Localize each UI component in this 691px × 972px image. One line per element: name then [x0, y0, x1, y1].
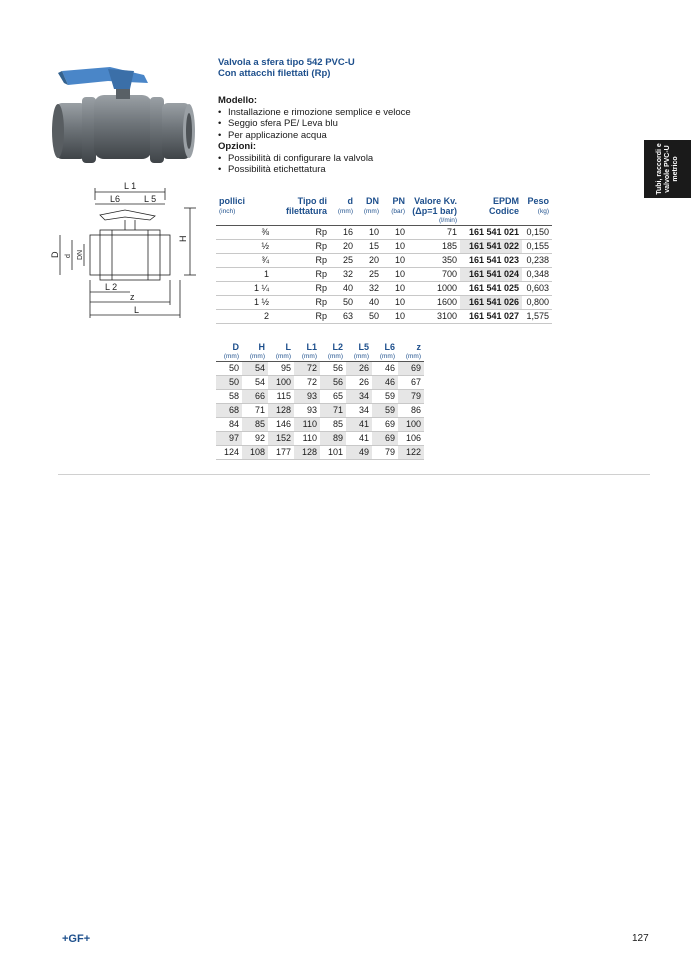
dimensions-table — [216, 342, 424, 460]
col-header-pollici: pollici — [219, 196, 246, 206]
table-cell-dn: 10 — [356, 226, 382, 240]
col-header-dn: DN — [366, 196, 379, 206]
table-cell-kv: 71 — [408, 226, 460, 240]
table-cell: 93 — [294, 390, 320, 404]
table-cell-dn: 20 — [356, 254, 382, 268]
side-tab-label — [656, 143, 680, 195]
table-cell-dn: 25 — [356, 268, 382, 282]
drawing-label-z: z — [130, 292, 135, 302]
section-opzioni — [218, 141, 518, 176]
table-cell-dn: 32 — [356, 282, 382, 296]
table-cell-pn: 10 — [382, 254, 408, 268]
drawing-label-l: L — [134, 305, 140, 315]
unit-peso: (kg) — [537, 208, 549, 215]
side-tab-line: metrico — [671, 156, 679, 182]
table-cell-d: 16 — [330, 226, 356, 240]
table-cell-tipo: Rp — [272, 296, 330, 310]
table-row — [216, 432, 424, 446]
col-header-codice: Codice — [488, 206, 519, 216]
title-line-1: Valvola a sfera tipo 542 PVC-U — [218, 57, 355, 68]
table-cell-d: 25 — [330, 254, 356, 268]
chapter-side-tab[interactable] — [644, 140, 691, 198]
table-cell-d: 20 — [330, 240, 356, 254]
table-cell: 71 — [242, 404, 268, 418]
unit-label: (mm) — [301, 353, 317, 360]
table-row — [216, 418, 424, 432]
table-row — [216, 362, 424, 376]
col-header-l6: L6 — [384, 342, 395, 352]
table-cell-peso: 1,575 — [522, 310, 552, 324]
table-cell: 110 — [294, 432, 320, 446]
table-cell: 115 — [268, 390, 294, 404]
table-row — [216, 268, 552, 282]
unit-label: (mm) — [327, 353, 343, 360]
col-header-epdm: EPDM — [492, 196, 519, 206]
side-tab-line: Tubi, raccordi e — [655, 143, 663, 195]
list-item: • Possibilità etichettatura — [218, 164, 518, 176]
table-cell-code: 161 541 026 — [460, 296, 522, 310]
table-cell: 86 — [398, 404, 424, 418]
table-cell: 85 — [320, 418, 346, 432]
table-cell-pn: 10 — [382, 282, 408, 296]
table-cell-tipo: Rp — [272, 310, 330, 324]
table-cell-dn: 50 — [356, 310, 382, 324]
table-cell: 68 — [216, 404, 242, 418]
product-title — [218, 57, 355, 79]
table-cell: 69 — [372, 432, 398, 446]
table-cell: 93 — [294, 404, 320, 418]
col-header-kv: Valore Kv. — [414, 196, 457, 206]
page-number: 127 — [632, 933, 649, 944]
table-cell-tipo: Rp — [272, 282, 330, 296]
list-item: • Installazione e rimozione semplice e veloce — [218, 107, 518, 119]
col-header-l1: L1 — [306, 342, 317, 352]
product-image — [48, 55, 198, 175]
col-header-l2: L2 — [332, 342, 343, 352]
table-cell: 34 — [346, 404, 372, 418]
table-cell: 89 — [320, 432, 346, 446]
table-row — [216, 296, 552, 310]
table-cell-kv: 1600 — [408, 296, 460, 310]
table-row — [216, 240, 552, 254]
table-cell: 49 — [346, 446, 372, 460]
table-cell-pn: 10 — [382, 226, 408, 240]
col-header-tipo: Tipo di — [297, 196, 327, 206]
table-cell: 59 — [372, 390, 398, 404]
table-cell: 41 — [346, 418, 372, 432]
col-header-h: H — [258, 342, 265, 352]
unit-label: (mm) — [379, 353, 395, 360]
section-heading: Modello: — [218, 95, 258, 106]
drawing-label-l5: L 5 — [144, 194, 157, 204]
table-cell: 26 — [346, 376, 372, 390]
table-cell-pollici: 1 ¼ — [216, 282, 272, 296]
table-cell: 152 — [268, 432, 294, 446]
table-cell-kv: 1000 — [408, 282, 460, 296]
table-cell: 177 — [268, 446, 294, 460]
table-row — [216, 376, 424, 390]
table-cell: 108 — [242, 446, 268, 460]
table-header-row — [216, 196, 552, 206]
col-header-d: D — [232, 342, 239, 352]
unit-label: (mm) — [249, 353, 265, 360]
table-cell: 122 — [398, 446, 424, 460]
table-cell: 95 — [268, 362, 294, 376]
unit-d: (mm) — [337, 208, 353, 215]
table-cell: 85 — [242, 418, 268, 432]
specification-table — [216, 196, 552, 324]
col-header-l5: L5 — [358, 342, 369, 352]
table-cell-peso: 0,800 — [522, 296, 552, 310]
table-row — [216, 282, 552, 296]
table-cell: 59 — [372, 404, 398, 418]
table-cell-pn: 10 — [382, 296, 408, 310]
table-cell-code: 161 541 024 — [460, 268, 522, 282]
table-cell: 66 — [242, 390, 268, 404]
table-header-row — [216, 342, 424, 352]
table-cell-pn: 10 — [382, 240, 408, 254]
table-cell-pollici: ⅜ — [216, 226, 272, 240]
section-modello — [218, 95, 518, 141]
table-cell: 54 — [242, 362, 268, 376]
table-cell-d: 63 — [330, 310, 356, 324]
table-unit-row — [216, 352, 424, 362]
table-cell: 100 — [268, 376, 294, 390]
table-cell-code: 161 541 025 — [460, 282, 522, 296]
unit-pn: (bar) — [391, 208, 405, 215]
table-cell-d: 40 — [330, 282, 356, 296]
table-cell: 69 — [398, 362, 424, 376]
table-cell: 106 — [398, 432, 424, 446]
table-cell: 100 — [398, 418, 424, 432]
table-cell-code: 161 541 022 — [460, 240, 522, 254]
drawing-label-d-inner: d — [65, 254, 72, 258]
table-row — [216, 446, 424, 460]
table-cell: 101 — [320, 446, 346, 460]
table-cell-dn: 40 — [356, 296, 382, 310]
drawing-label-h: H — [178, 235, 188, 242]
table-cell: 58 — [216, 390, 242, 404]
table-cell: 34 — [346, 390, 372, 404]
table-cell: 124 — [216, 446, 242, 460]
table-cell: 110 — [294, 418, 320, 432]
table-cell-pn: 10 — [382, 268, 408, 282]
table-cell-peso: 0,155 — [522, 240, 552, 254]
table-cell: 79 — [398, 390, 424, 404]
table-cell: 50 — [216, 362, 242, 376]
table-cell-pollici: ¾ — [216, 254, 272, 268]
table-cell: 128 — [294, 446, 320, 460]
table-cell: 97 — [216, 432, 242, 446]
unit-kv: (l/min) — [438, 217, 457, 224]
table-unit-row — [216, 216, 552, 226]
table-cell: 41 — [346, 432, 372, 446]
table-cell: 146 — [268, 418, 294, 432]
section-heading: Opzioni: — [218, 141, 256, 152]
table-cell-pollici: 1 ½ — [216, 296, 272, 310]
col-header-kv2: (Δp=1 bar) — [412, 206, 457, 216]
drawing-label-l1: L 1 — [124, 181, 137, 191]
table-cell-tipo: Rp — [272, 240, 330, 254]
table-row — [216, 310, 552, 324]
table-cell-pollici: 1 — [216, 268, 272, 282]
table-cell: 50 — [216, 376, 242, 390]
table-row — [216, 226, 552, 240]
gf-logo: +GF+ — [62, 933, 91, 945]
table-cell-pollici: ½ — [216, 240, 272, 254]
page-divider — [58, 474, 650, 475]
unit-label: (mm) — [275, 353, 291, 360]
table-cell: 72 — [294, 362, 320, 376]
unit-pollici: (inch) — [219, 208, 236, 215]
table-row — [216, 404, 424, 418]
table-cell-kv: 185 — [408, 240, 460, 254]
unit-label: (mm) — [223, 353, 239, 360]
table-cell: 26 — [346, 362, 372, 376]
table-cell: 56 — [320, 376, 346, 390]
col-header-l: L — [285, 342, 291, 352]
col-header-pn: PN — [392, 196, 405, 206]
table-cell-d: 32 — [330, 268, 356, 282]
table-cell-peso: 0,238 — [522, 254, 552, 268]
drawing-label-dn: DN — [77, 249, 84, 260]
unit-label: (mm) — [353, 353, 369, 360]
list-item: • Seggio sfera PE/ Leva blu — [218, 118, 518, 130]
unit-label: (mm) — [405, 353, 421, 360]
list-item: • Per applicazione acqua — [218, 130, 518, 142]
unit-dn: (mm) — [363, 208, 379, 215]
table-cell-code: 161 541 023 — [460, 254, 522, 268]
table-cell: 79 — [372, 446, 398, 460]
table-cell-kv: 350 — [408, 254, 460, 268]
table-cell-kv: 700 — [408, 268, 460, 282]
table-cell: 56 — [320, 362, 346, 376]
dimension-drawing — [50, 180, 198, 325]
col-header-peso: Peso — [527, 196, 549, 206]
table-cell: 46 — [372, 362, 398, 376]
table-cell-pn: 10 — [382, 310, 408, 324]
table-cell: 72 — [294, 376, 320, 390]
table-cell-peso: 0,348 — [522, 268, 552, 282]
col-header-z: z — [416, 342, 421, 352]
side-tab-line: valvole PVC-U — [663, 145, 671, 193]
table-subheader-row — [216, 206, 552, 216]
table-cell: 71 — [320, 404, 346, 418]
table-cell: 69 — [372, 418, 398, 432]
table-cell-kv: 3100 — [408, 310, 460, 324]
col-header-filettatura: filettatura — [285, 206, 327, 216]
table-cell-tipo: Rp — [272, 254, 330, 268]
table-cell-peso: 0,150 — [522, 226, 552, 240]
table-cell-dn: 15 — [356, 240, 382, 254]
col-header-d: d — [347, 196, 353, 206]
table-cell: 67 — [398, 376, 424, 390]
table-cell-code: 161 541 021 — [460, 226, 522, 240]
table-cell-code: 161 541 027 — [460, 310, 522, 324]
title-line-2: Con attacchi filettati (Rp) — [218, 68, 331, 79]
feature-sections — [218, 95, 518, 176]
drawing-label-l6: L6 — [110, 194, 121, 204]
drawing-label-l2: L 2 — [105, 282, 118, 292]
table-cell: 92 — [242, 432, 268, 446]
table-cell-peso: 0,603 — [522, 282, 552, 296]
table-row — [216, 254, 552, 268]
table-cell: 46 — [372, 376, 398, 390]
table-cell: 128 — [268, 404, 294, 418]
table-cell: 84 — [216, 418, 242, 432]
table-cell-pollici: 2 — [216, 310, 272, 324]
drawing-label-d-outer: D — [50, 251, 60, 258]
table-cell-d: 50 — [330, 296, 356, 310]
table-cell-tipo: Rp — [272, 268, 330, 282]
list-item: • Possibilità di configurare la valvola — [218, 153, 518, 165]
table-row — [216, 390, 424, 404]
table-cell: 54 — [242, 376, 268, 390]
table-cell-tipo: Rp — [272, 226, 330, 240]
table-cell: 65 — [320, 390, 346, 404]
